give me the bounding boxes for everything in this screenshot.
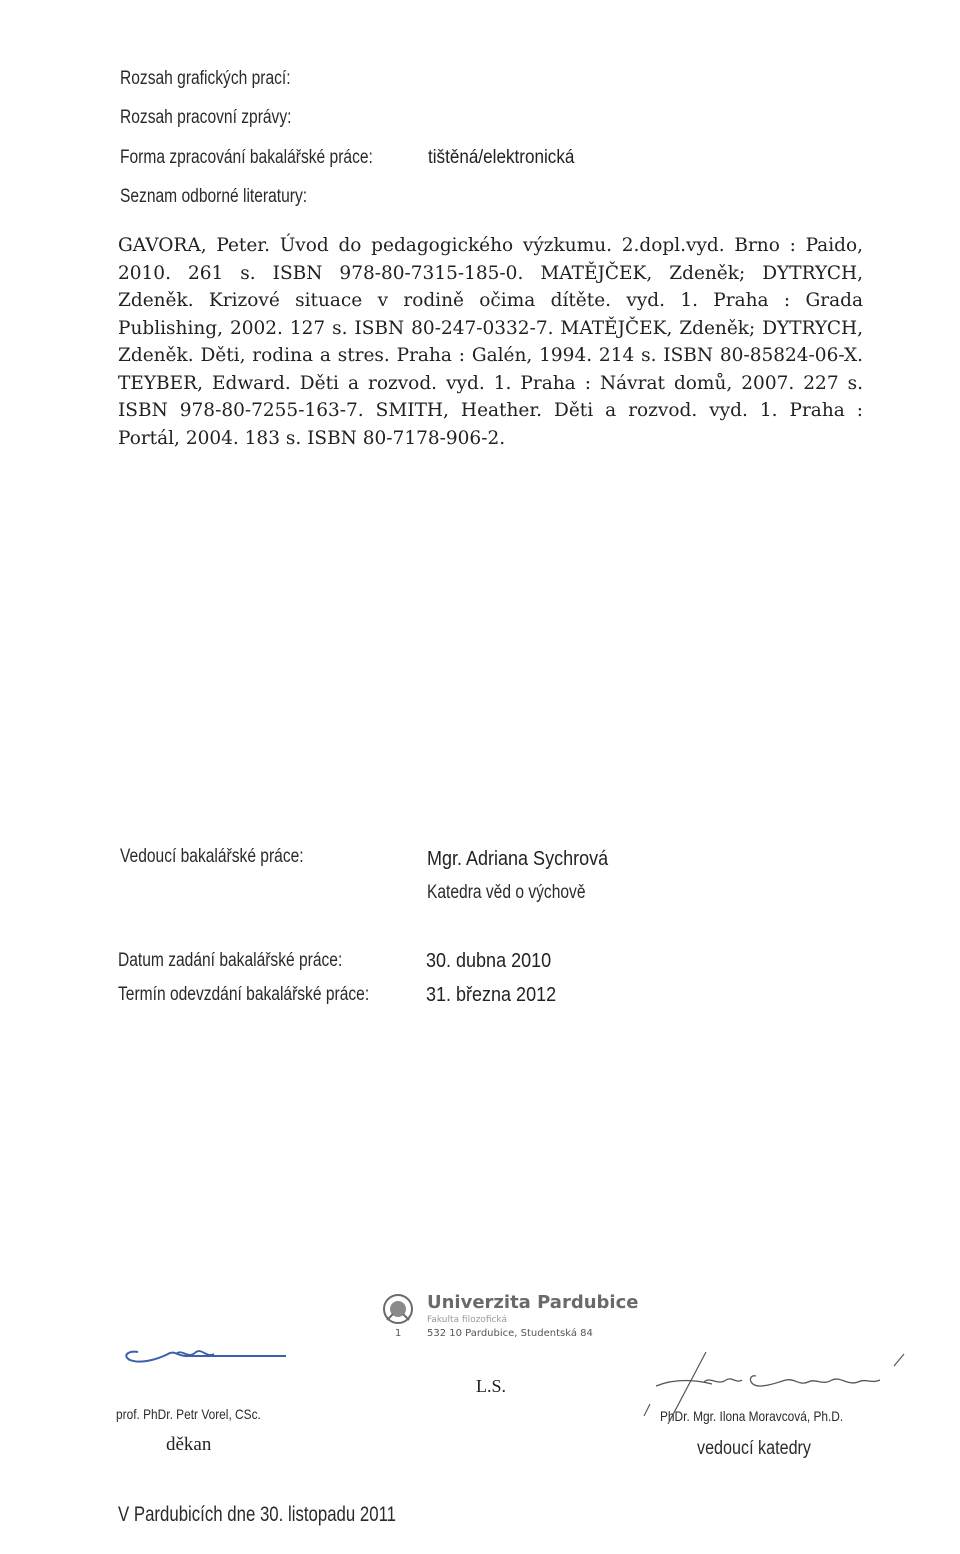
supervisor-name: Mgr. Adriana Sychrová [427,848,609,870]
seznam-label: Seznam odborné literatury: [120,186,308,207]
supervisor-label: Vedoucí bakalářské práce: [120,846,304,867]
university-stamp [381,1290,641,1354]
deadline-label: Termín odevzdání bakalářské práce: [118,984,370,1005]
literature-list [118,232,863,452]
university-logo-icon [381,1292,415,1326]
head-name: PhDr. Mgr. Ilona Moravcová, Ph.D. [660,1408,844,1424]
stamp-address: 532 10 Pardubice, Studentská 84 [427,1328,593,1339]
stamp-university: Univerzita Pardubice [427,1292,639,1313]
assigned-date-value: 30. dubna 2010 [426,950,552,972]
forma-label: Forma zpracování bakalářské práce: [120,147,373,168]
stamp-mark: 1 [395,1328,402,1339]
assigned-date-label: Datum zadání bakalářské práce: [118,950,343,971]
literature-text: GAVORA, Peter. Úvod do pedagogického výzkumu. 2.dopl.vyd. Brno : Paido, 2010. 261 s. ISBN 978-80-7315-185-0. MATĚJČEK, Zdeněk; DYTRYCH, Zdeněk. Krizové situace v rodině očima dítěte. vyd. 1. Praha : Grada Publishing, 2002. 127 s. ISBN 80-247-0332-7. MATĚJČEK, Zdeněk; DYTRYCH, Zdeněk. Děti, rodina a stres. Praha : Galén, 1994. 214 s. ISBN 80-85824-06-X. TEYBER, Edward. Děti a rozvod. vyd. 1. Praha : Návrat domů, 2007. 227 s. ISBN 978-80-7255-163-7. SMITH, Heather. Děti a rozvod. vyd. 1. Praha : Portál, 2004. 183 s. ISBN 80-7178-906-2. [118,235,863,449]
dean-name: prof. PhDr. Petr Vorel, CSc. [116,1406,261,1422]
rozsah-grafickych-label: Rozsah grafických prací: [120,68,291,89]
forma-value: tištěná/elektronická [428,147,575,168]
place-date: V Pardubicích dne 30. listopadu 2011 [118,1503,397,1526]
stamp-faculty: Fakulta filozofická [427,1315,508,1325]
ls-mark: L.S. [476,1376,507,1396]
head-title: vedoucí katedry [697,1438,812,1459]
rozsah-zpravy-label: Rozsah pracovní zprávy: [120,107,292,128]
dean-signature [116,1334,296,1374]
dean-title: děkan [166,1434,212,1455]
deadline-value: 31. března 2012 [426,984,557,1006]
supervisor-department: Katedra věd o výchově [427,882,586,903]
